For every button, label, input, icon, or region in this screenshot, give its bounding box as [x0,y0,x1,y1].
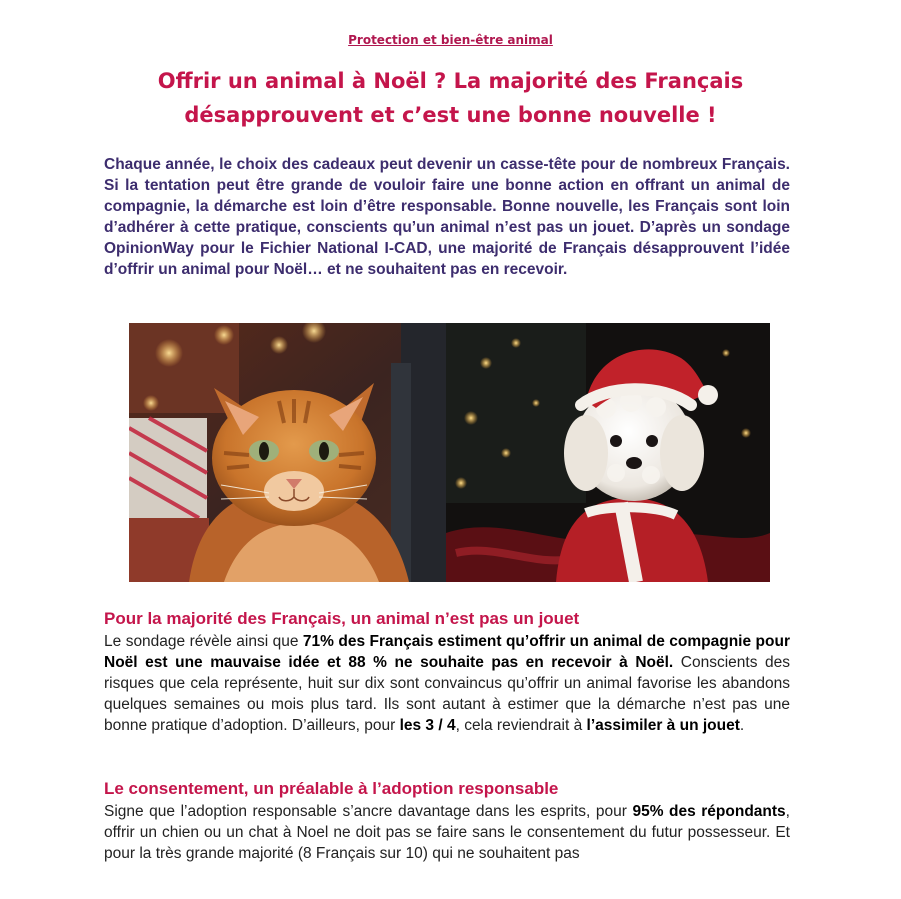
dog-photo-illustration [446,323,770,582]
bold-run: l’assimiler à un jouet [586,717,740,734]
section-paragraph-consent [104,801,790,864]
section-title-consent: Le consentement, un préalable à l’adoption responsable [104,779,559,798]
category-link[interactable]: Protection et bien-être animal [348,33,553,47]
bold-run: 71% des Français estiment qu’offrir un animal de compagnie pour Noël est une mauvaise idée et 88 % ne souhaite pas en recevoir à Noël. [104,633,790,671]
intro-paragraph: Chaque année, le choix des cadeaux peut devenir un casse-tête pour de nombreux Français. Si la tentation peut être grande de vouloir faire une bonne action en offrant un animal de compagnie, la démarche est loin d’être responsable. Bonne nouvelle, les Français sont loin d’adhérer à cette pratique, conscients qu’un animal n’est pas un jouet. D’après un sondage OpinionWay pour le Fichier National I-CAD, une majorité de Français désapprouvent l’idée d’offrir un animal pour Noël… et ne souhaitent pas en recevoir. [104,156,790,278]
dog-photo [446,323,770,582]
bold-run: les 3 / 4 [399,717,456,734]
section-paragraph-toy [104,631,790,736]
cat-photo [129,323,446,582]
article-title-line2: désapprouvent et c’est une bonne nouvelle ! [184,103,717,127]
text-run: Le sondage révèle ainsi que [104,633,303,650]
article-title [110,64,791,132]
cat-photo-illustration [129,323,446,582]
text-run: Conscients des risques que cela représente, huit sur dix sont convaincus qu’offrir un animal favorise les abandons quelques semaines ou mois plus tard. Ils sont autant à estimer que la démarche n’est pas une bonne pratique d’adoption. D’ailleurs, pour [104,654,790,734]
article-title-line1: Offrir un animal à Noël ? La majorité des Français [157,69,744,93]
text-run: , cela reviendrait à [455,717,587,734]
photo-strip [129,323,770,582]
bold-run: 95% des répondants [632,803,786,820]
section-title-toy: Pour la majorité des Français, un animal n’est pas un jouet [104,609,580,628]
text-run: Signe que l’adoption responsable s’ancre davantage dans les esprits, pour [104,803,633,820]
text-run: . [739,717,745,734]
text-run: , offrir un chien ou un chat à Noel ne doit pas se faire sans le consentement du futur possesseur. Et pour la très grande majorité (8 Français sur 10) qui ne souhaitent pas [104,803,790,862]
